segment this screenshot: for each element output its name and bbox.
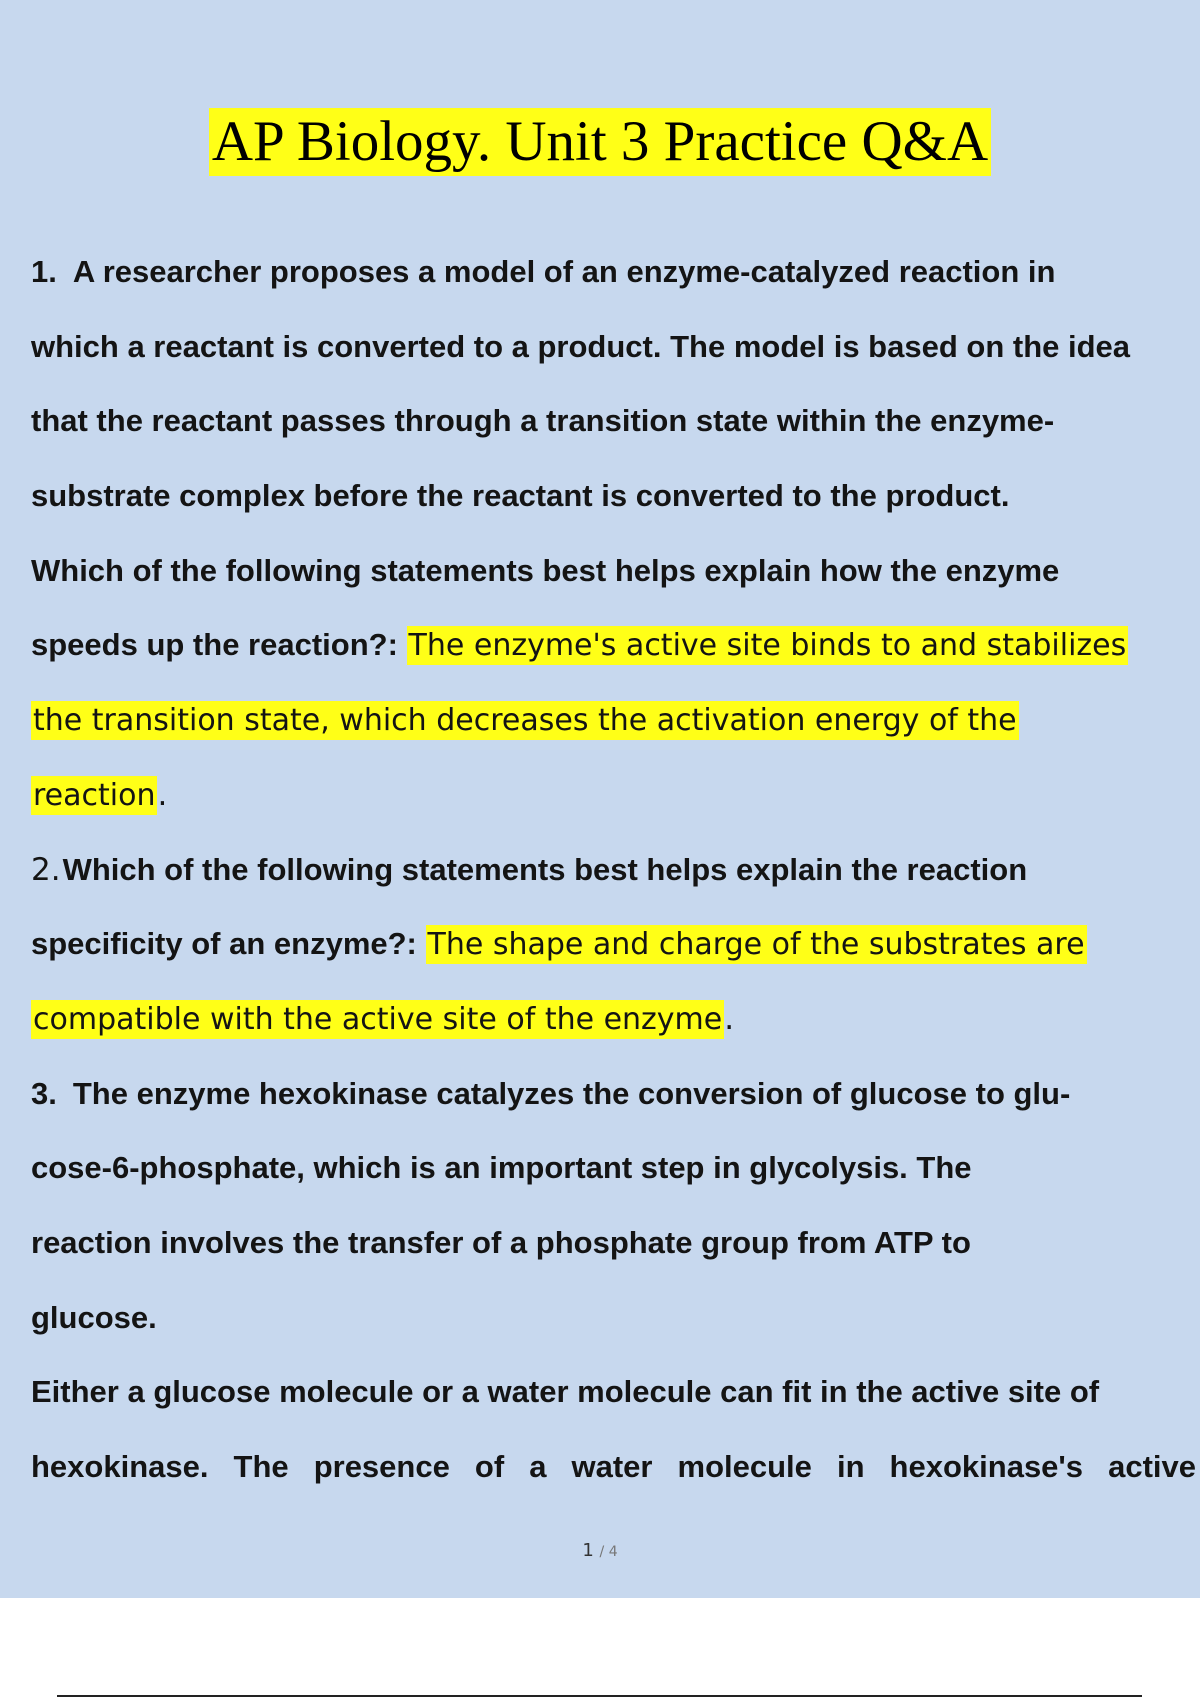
page-indicator [0,1540,1200,1561]
q1-text-4: substrate complex before the reactant is converted to the product. [31,478,1010,514]
q3-line-5 [31,1355,1196,1430]
q3-text-2: cose-6-phosphate, which is an important step in glycolysis. The [31,1150,972,1186]
q3-line-4 [31,1281,1196,1356]
q1-line-7 [31,683,1196,758]
q3-text-6: hexokinase. The presence of a water molecule in hexokinase's active [31,1449,1196,1484]
q1-line-4 [31,459,1196,534]
q1-answer-1: The enzyme's active site binds to and stabilizes [408,628,1127,664]
q1-answer-end: . [157,776,168,813]
q1-line-8 [31,758,1196,833]
q3-line-1 [31,1057,1196,1132]
q2-line-3 [31,982,1196,1057]
q3-line-6 [31,1430,1196,1505]
q3-number: 3. [31,1075,57,1111]
next-page-divider [57,1695,1142,1697]
q1-line-6 [31,608,1196,683]
q1-number: 1. [31,254,57,289]
page-total: / 4 [599,1544,618,1560]
q3-text-1: The enzyme hexokinase catalyzes the conversion of glucose to glu- [72,1075,1071,1111]
page-title: AP Biology. Unit 3 Practice Q&A [209,108,991,176]
q1-line-1 [31,235,1196,310]
q2-line-1 [31,833,1196,908]
q2-line-2 [31,907,1196,982]
q2-prompt-end: specificity of an enzyme?: [31,926,417,962]
q1-answer-3: reaction [33,777,156,813]
q1-text-5: Which of the following statements best helps explain how the enzyme [31,552,1060,588]
q2-answer-1: The shape and charge of the substrates are [427,927,1085,963]
q3-text-3: reaction involves the transfer of a phosphate group from ATP to [31,1224,971,1260]
q2-answer-end: . [724,1000,735,1037]
page-current: 1 [582,1540,594,1561]
q1-line-3 [31,384,1196,459]
q1-answer-2: the transition state, which decreases the activation energy of the [33,703,1017,739]
q1-line-2 [31,310,1196,385]
q1-text-2: which a reactant is converted to a product. The model is based on the idea [31,328,1131,364]
title-wrap [0,108,1200,176]
q3-text-4: glucose. [31,1299,157,1335]
question-list [31,235,1196,1505]
q1-text-3: that the reactant passes through a transition state within the enzyme- [31,403,1055,439]
q1-prompt-end: speeds up the reaction?: [31,627,398,663]
q1-line-5 [31,534,1196,609]
q2-number: 2. [31,851,61,888]
q2-answer-2: compatible with the active site of the enzyme [33,1001,723,1037]
q1-text-1: A researcher proposes a model of an enzyme-catalyzed reaction in [72,254,1056,289]
q3-line-3 [31,1206,1196,1281]
q3-line-2 [31,1131,1196,1206]
q3-text-5: Either a glucose molecule or a water molecule can fit in the active site of [31,1374,1100,1410]
q2-text-1: Which of the following statements best helps explain the reaction [62,851,1028,887]
